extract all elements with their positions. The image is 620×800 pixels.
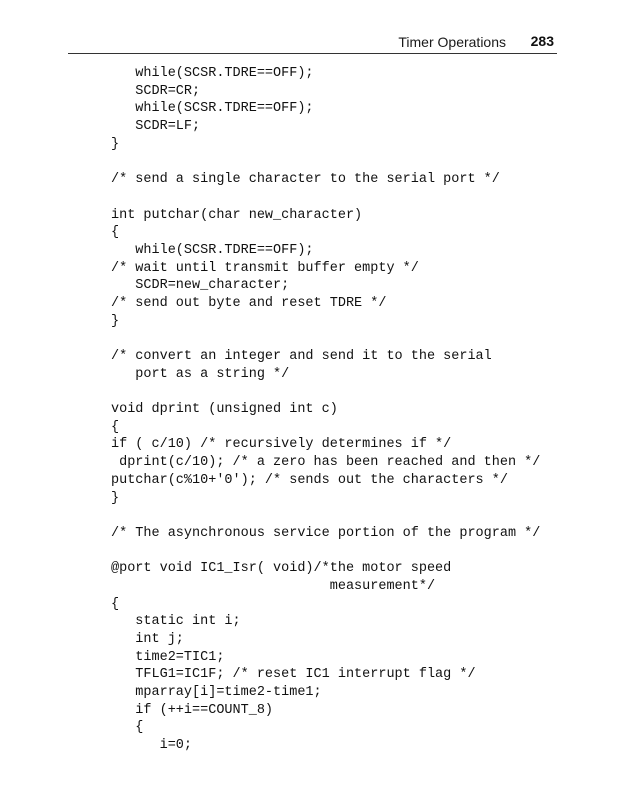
code-line [111,383,581,401]
code-line: if (++i==COUNT_8) [111,702,274,718]
code-line: static int i; [111,614,241,630]
code-line: @port void IC1_Isr( void)/*the motor speed [111,561,452,577]
page-number: 283 [530,33,554,49]
code-line [111,507,581,525]
code-line: mparray[i]=time2-time1; [111,685,322,701]
code-line: dprint(c/10); /* a zero has been reached and then */ [111,455,541,471]
code-line: { [111,225,120,241]
code-line: SCDR=new_character; [111,278,290,294]
code-listing [111,65,581,755]
code-line: SCDR=CR; [111,83,201,99]
code-line: /* wait until transmit buffer empty */ [111,260,419,276]
code-line [111,543,581,561]
code-line: /* send out byte and reset TDRE */ [111,295,387,311]
code-line: } [111,313,120,329]
code-line: SCDR=LF; [111,119,201,135]
code-line: if ( c/10) /* recursively determines if */ [111,437,452,453]
header-rule [68,53,557,54]
code-line: { [111,596,120,612]
code-line: /* send a single character to the serial port */ [111,172,500,188]
code-line: port as a string */ [111,366,290,382]
code-line: } [111,490,120,506]
code-line: while(SCSR.TDRE==OFF); [111,66,314,81]
page-header [68,30,557,52]
code-line: while(SCSR.TDRE==OFF); [111,242,314,258]
code-line: time2=TIC1; [111,649,225,665]
code-line: /* The asynchronous service portion of the program */ [111,525,541,541]
code-line: putchar(c%10+'0'); /* sends out the characters */ [111,472,508,488]
code-line: void dprint (unsigned int c) [111,402,338,418]
code-line: } [111,136,120,152]
code-line: int putchar(char new_character) [111,207,363,223]
code-line: while(SCSR.TDRE==OFF); [111,101,314,117]
code-line: measurement*/ [111,578,436,594]
code-line: i=0; [111,738,193,754]
running-head-title: Timer Operations [398,34,506,50]
code-line: TFLG1=IC1F; /* reset IC1 interrupt flag */ [111,667,476,683]
code-line [111,153,581,171]
code-line [111,330,581,348]
code-line: { [111,419,120,435]
code-line: /* convert an integer and send it to the serial [111,349,492,364]
code-line: { [111,720,144,736]
code-line [111,189,581,207]
code-line: int j; [111,632,184,647]
